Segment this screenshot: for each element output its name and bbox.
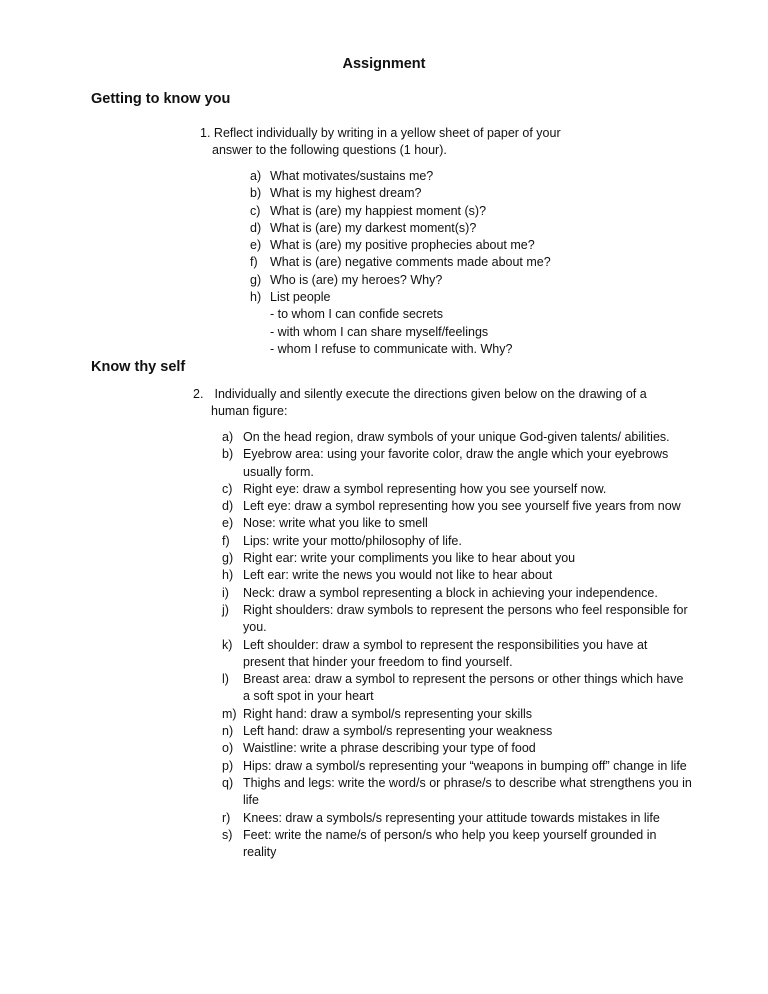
direction-item-marker: h) bbox=[222, 568, 234, 583]
instruction-1-number: 1. bbox=[200, 126, 211, 140]
question-item bbox=[250, 289, 690, 358]
direction-item-text: Knees: draw a symbols/s representing your attitude towards mistakes in life bbox=[243, 810, 660, 825]
question-item bbox=[250, 168, 690, 185]
direction-item bbox=[222, 810, 692, 827]
direction-item-text: Breast area: draw a symbol to represent the persons or other things which have a soft spot in your heart bbox=[243, 672, 684, 704]
direction-item bbox=[222, 481, 692, 498]
direction-item-marker: a) bbox=[222, 430, 234, 444]
direction-item-marker: p) bbox=[222, 758, 234, 773]
direction-item-marker: i) bbox=[222, 585, 229, 600]
direction-item-text: Waistline: write a phrase describing your type of food bbox=[243, 741, 536, 756]
question-item-text: Who is (are) my heroes? Why? bbox=[270, 272, 443, 287]
direction-item-text: Neck: draw a symbol representing a block in achieving your independence. bbox=[243, 585, 658, 600]
direction-item bbox=[222, 775, 692, 810]
direction-item-text: Feet: write the name/s of person/s who help you keep yourself grounded in reality bbox=[243, 827, 657, 860]
instruction-2-line1 bbox=[193, 386, 693, 403]
question-item-text: List people bbox=[270, 290, 331, 305]
direction-item-marker: b) bbox=[222, 447, 234, 462]
question-item-text: What is my highest dream? bbox=[270, 186, 422, 201]
direction-item-marker: j) bbox=[222, 602, 229, 617]
direction-item-marker: m) bbox=[222, 706, 237, 721]
question-item-marker: b) bbox=[250, 186, 262, 201]
instruction-2-text-line1: Individually and silently execute the directions given below on the drawing of a bbox=[214, 387, 647, 401]
direction-item-text: Nose: write what you like to smell bbox=[243, 516, 428, 531]
direction-item-marker: n) bbox=[222, 724, 234, 739]
direction-item-marker: g) bbox=[222, 551, 234, 566]
instruction-2 bbox=[193, 386, 693, 421]
direction-item bbox=[222, 515, 692, 532]
question-item-text: What is (are) my positive prophecies about me? bbox=[270, 238, 535, 253]
list-people-item: - with whom I can share myself/feelings bbox=[270, 324, 489, 339]
direction-item bbox=[222, 533, 692, 550]
question-item bbox=[250, 254, 690, 271]
direction-item-text: Right shoulders: draw symbols to represent the persons who feel responsible for you. bbox=[243, 602, 688, 635]
direction-item bbox=[222, 671, 692, 706]
direction-item-marker: k) bbox=[222, 637, 233, 652]
list-people-item: - to whom I can confide secrets bbox=[270, 307, 443, 322]
question-item-marker: g) bbox=[250, 272, 262, 287]
question-item-marker: a) bbox=[250, 169, 262, 183]
direction-item-text: Right hand: draw a symbol/s representing your skills bbox=[243, 706, 533, 721]
question-item-marker: f) bbox=[250, 255, 258, 270]
instruction-1 bbox=[200, 125, 670, 160]
direction-item bbox=[222, 446, 692, 481]
direction-item-marker: l) bbox=[222, 672, 229, 687]
page-title: Assignment bbox=[342, 56, 426, 72]
question-item-text: What is (are) my happiest moment (s)? bbox=[270, 203, 487, 218]
question-item-text: What is (are) negative comments made about me? bbox=[270, 255, 551, 270]
instruction-1-line1 bbox=[200, 125, 670, 142]
question-item bbox=[250, 237, 690, 254]
direction-item-marker: d) bbox=[222, 499, 234, 514]
direction-item-marker: s) bbox=[222, 827, 233, 842]
question-item-marker: c) bbox=[250, 203, 261, 218]
direction-item-text: Thighs and legs: write the word/s or phrase/s to describe what strengthens you in life bbox=[243, 775, 692, 808]
direction-item-text: Left shoulder: draw a symbol to represent the responsibilities you have at present that hinder your freedom to find yourself. bbox=[243, 637, 648, 669]
direction-item-text: Right ear: write your compliments you like to hear about you bbox=[243, 551, 576, 566]
direction-item bbox=[222, 498, 692, 515]
question-item bbox=[250, 203, 690, 220]
direction-item-text: Left hand: draw a symbol/s representing your weakness bbox=[243, 724, 553, 739]
direction-item bbox=[222, 706, 692, 723]
direction-item-text: Right eye: draw a symbol representing how you see yourself now. bbox=[243, 481, 607, 496]
direction-item-marker: f) bbox=[222, 533, 230, 548]
list-people-sublist bbox=[250, 306, 690, 358]
question-item bbox=[250, 185, 690, 202]
direction-item bbox=[222, 637, 692, 672]
direction-item-marker: o) bbox=[222, 741, 234, 756]
questions-list bbox=[250, 168, 690, 358]
section-heading-know-thy-self: Know thy self bbox=[91, 359, 186, 375]
question-item-text: What is (are) my darkest moment(s)? bbox=[270, 220, 477, 235]
direction-item bbox=[222, 723, 692, 740]
list-people-item: - whom I refuse to communicate with. Why? bbox=[270, 341, 513, 356]
direction-item-marker: e) bbox=[222, 516, 234, 531]
direction-item bbox=[222, 585, 692, 602]
direction-item-marker: q) bbox=[222, 775, 234, 790]
direction-item bbox=[222, 827, 692, 862]
direction-item-text: Eyebrow area: using your favorite color, draw the angle which your eyebrows usually form. bbox=[243, 447, 669, 479]
direction-item-marker: r) bbox=[222, 810, 231, 825]
instruction-2-number: 2. bbox=[193, 387, 204, 401]
question-item-text: What motivates/sustains me? bbox=[270, 169, 434, 183]
question-item bbox=[250, 220, 690, 237]
question-item bbox=[250, 272, 690, 289]
question-item-marker: h) bbox=[250, 290, 262, 305]
direction-item bbox=[222, 567, 692, 584]
direction-item-text: Hips: draw a symbol/s representing your “weapons in bumping off” change in life bbox=[243, 758, 687, 773]
direction-item bbox=[222, 758, 692, 775]
direction-item-text: On the head region, draw symbols of your unique God-given talents/ abilities. bbox=[243, 430, 670, 444]
direction-item bbox=[222, 740, 692, 757]
direction-item bbox=[222, 602, 692, 637]
direction-item bbox=[222, 429, 692, 446]
section-heading-getting-to-know-you: Getting to know you bbox=[91, 91, 231, 107]
instruction-2-text-line2: human figure: bbox=[211, 404, 288, 419]
question-item-marker: e) bbox=[250, 238, 262, 253]
directions-list bbox=[222, 429, 692, 861]
direction-item-text: Left eye: draw a symbol representing how you see yourself five years from now bbox=[243, 499, 681, 514]
direction-item bbox=[222, 550, 692, 567]
instruction-1-text-line1: Reflect individually by writing in a yellow sheet of paper of your bbox=[213, 126, 561, 140]
question-item-marker: d) bbox=[250, 220, 262, 235]
instruction-1-text-line2: answer to the following questions (1 hour). bbox=[212, 143, 447, 158]
direction-item-marker: c) bbox=[222, 481, 233, 496]
direction-item-text: Left ear: write the news you would not like to hear about bbox=[243, 568, 553, 583]
direction-item-text: Lips: write your motto/philosophy of life. bbox=[243, 533, 462, 548]
